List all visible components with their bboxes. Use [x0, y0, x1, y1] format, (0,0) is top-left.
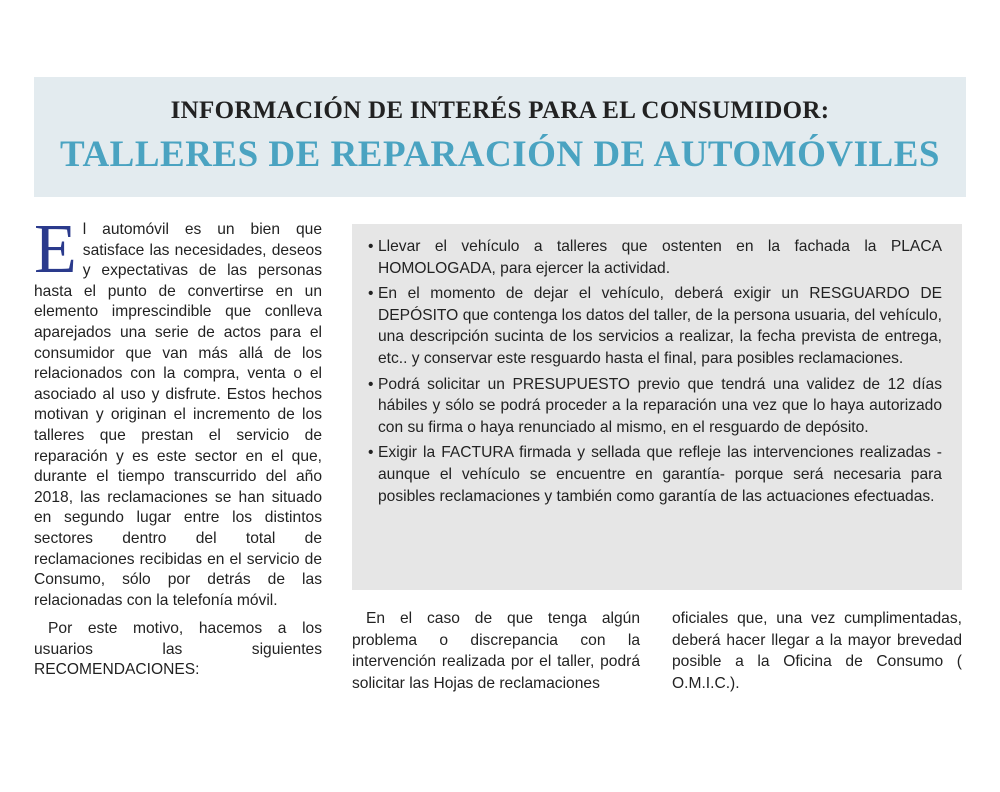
closing-text-part1: En el caso de que tenga algún problema o discrepancia con la intervención realizada por el taller, podrá solicitar las Hojas de reclamaciones: [352, 610, 640, 692]
bullet-marker: •: [368, 444, 374, 462]
bullet-marker: •: [368, 375, 374, 393]
bullet-marker: •: [368, 285, 374, 303]
list-item: [368, 236, 942, 279]
drop-cap: E: [34, 211, 77, 288]
recommendations-box: [352, 224, 962, 590]
list-item-text: Exigir la FACTURA firmada y sellada que refleje las intervenciones realizadas -aunque el vehículo se encuentre en garantía- porque será necesaria para posibles reclamaciones y también como garantía de las actuaciones efectuadas.: [378, 444, 942, 505]
recommendations-lead: Por este motivo, hacemos a los usuarios las siguientes RECOMENDACIONES:: [34, 620, 322, 679]
page-title: TALLERES DE REPARACIÓN DE AUTOMÓVILES: [60, 134, 940, 175]
intro-text: l automóvil es un bien que satisface las necesidades, deseos y expectativas de las personas hasta el punto de convertirse en un elemento imprescindible que conlleva aparejados una serie de actos para el consumidor que van más allá de los relacionados con la compra, venta o el asociado al uso y disfrute. Estos hechos motivan y originan el incremento de los talleres que prestan el servicio de reparación y es este sector en el que, durante el tiempo transcurrido del año 2018, las reclamaciones se han situado en segundo lugar entre los distintos sectores dentro del total de reclamaciones recibidas en el servicio de Consumo, sólo por detrás de las relacionadas con la telefonía móvil.: [34, 221, 322, 609]
bullet-marker: •: [368, 238, 374, 255]
list-item-text: En el momento de dejar el vehículo, deberá exigir un RESGUARDO DE DEPÓSITO que contenga los datos del taller, de la persona usuaria, del vehículo, una descripción sucinta de los servicios a realizar, la fecha prevista de entrega, etc.. y conservar este resguardo hasta el final, para posibles reclamaciones.: [378, 285, 942, 367]
recommendations-list: [352, 224, 962, 507]
list-item: [368, 442, 942, 507]
intro-paragraph: [34, 211, 322, 611]
closing-text-part2: oficiales que, una vez cumplimentadas, deberá hacer llegar a la mayor brevedad posible a la Oficina de Consumo ( O.M.I.C.).: [672, 610, 962, 692]
list-item-text: Llevar el vehículo a talleres que ostenten en la fachada la PLACA HOMOLOGADA, para ejercer la actividad.: [378, 238, 942, 277]
page-kicker: INFORMACIÓN DE INTERÉS PARA EL CONSUMIDOR:: [170, 97, 830, 124]
title-banner: [34, 77, 966, 197]
list-item: [368, 283, 942, 369]
intro-column: [34, 211, 322, 681]
list-item-text: Podrá solicitar un PRESUPUESTO previo que tendrá una validez de 12 días hábiles y sólo se podrá proceder a la reparación una vez que lo haya autorizado con su firma o haya renunciado al mismo, en el resguardo de depósito.: [378, 375, 942, 436]
list-item: [368, 374, 942, 439]
